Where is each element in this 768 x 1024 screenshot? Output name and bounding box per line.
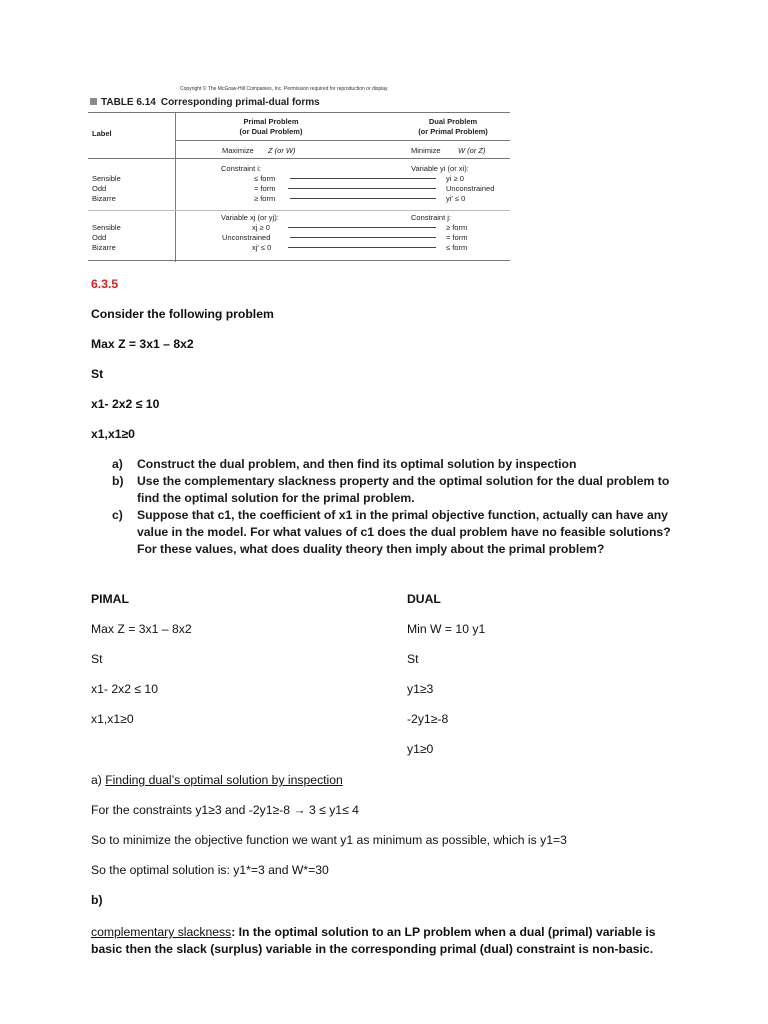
- part-b-marker: b): [91, 893, 103, 907]
- table-bottom-rule: [88, 260, 510, 261]
- question-b-text: Use the complementary slackness property and the optimal solution for the dual problem to find the optimal solution for the primal problem.: [137, 474, 670, 505]
- header-mid-rule: [175, 140, 510, 141]
- s1-arrow-line-3: [290, 198, 436, 199]
- s2-arrow-line-1: [288, 227, 436, 228]
- part-a-line1: For the constraints y1≥3 and -2y1≥-8 → 3 ≤ y1≤ 4: [91, 803, 359, 817]
- s2-dual-row3: ≤ form: [446, 243, 468, 252]
- problem-intro: Consider the following problem: [91, 307, 274, 321]
- part-a-line2: So to minimize the objective function we want y1 as minimum as possible, which is y1=3: [91, 833, 567, 847]
- question-b-marker: b): [112, 474, 124, 488]
- header-dual-line1: Dual Problem: [428, 117, 478, 126]
- header-primal-line1: Primal Problem: [243, 117, 299, 126]
- s2-primal-row1: xj ≥ 0: [252, 223, 270, 232]
- dual-line-nonneg: y1≥0: [407, 742, 434, 756]
- s2-label-sensible: Sensible: [92, 223, 121, 232]
- cs-line1: [91, 924, 656, 940]
- table-label-divider: [175, 112, 176, 262]
- primal-line-constraint: x1- 2x2 ≤ 10: [91, 682, 158, 696]
- dual-heading: DUAL: [407, 592, 441, 606]
- s1-dual-row1: yi ≥ 0: [446, 174, 464, 183]
- header-bottom-rule: [88, 158, 510, 159]
- s1-primal-row1: ≤ form: [254, 174, 276, 183]
- dual-line-constraint1: y1≥3: [407, 682, 434, 696]
- problem-st: St: [91, 367, 104, 381]
- primal-line-st: St: [91, 652, 103, 666]
- s1-arrow-line-1: [290, 178, 436, 179]
- copyright-notice: Copyright © The McGraw-Hill Companies, Inc. Permission required for reproduction or display.: [180, 86, 389, 92]
- part-a-heading: [91, 772, 343, 788]
- s1-dual-row3: yi′ ≤ 0: [446, 194, 466, 203]
- part-a-line3: So the optimal solution is: y1*=3 and W*=30: [91, 863, 329, 877]
- header-dual-line2: (or Primal Problem): [418, 127, 488, 136]
- s2-dual-head: Constraint j:: [411, 213, 452, 222]
- s1-dual-row2: Unconstrained: [446, 184, 495, 193]
- cs-line2: basic then the slack (surplus) variable in the corresponding primal (dual) constraint is non-basic.: [91, 942, 654, 956]
- question-b: [112, 473, 672, 507]
- header-label: Label: [92, 129, 112, 138]
- maximize-objective: Z (or W): [268, 146, 296, 155]
- question-a: [112, 456, 672, 473]
- cs-definition: : In the optimal solution to an LP problem when a dual (primal) variable is: [231, 925, 656, 939]
- dual-line-st: St: [407, 652, 419, 666]
- s1-arrow-line-2: [288, 188, 436, 189]
- s1-primal-row3: ≥ form: [254, 194, 276, 203]
- square-bullet-icon: [90, 98, 97, 105]
- s2-label-odd: Odd: [92, 233, 107, 242]
- s2-dual-row1: ≥ form: [446, 223, 468, 232]
- s2-arrow-line-3: [288, 247, 436, 248]
- question-a-marker: a): [112, 457, 123, 471]
- s1-primal-head: Constraint i:: [221, 164, 262, 173]
- section-divider: [88, 210, 510, 211]
- section-number: 6.3.5: [91, 277, 119, 291]
- problem-objective: Max Z = 3x1 – 8x2: [91, 337, 194, 351]
- s2-dual-row2: = form: [446, 233, 468, 242]
- s1-label-odd: Odd: [92, 184, 107, 193]
- s2-label-bizarre: Bizarre: [92, 243, 116, 252]
- question-a-text: Construct the dual problem, and then find its optimal solution by inspection: [137, 457, 577, 471]
- dual-line-constraint2: -2y1≥-8: [407, 712, 449, 726]
- table-number: TABLE 6.14: [101, 97, 156, 108]
- table-title: [90, 97, 320, 108]
- primal-heading: PIMAL: [91, 592, 129, 606]
- s2-primal-head: Variable xj (or yj):: [221, 213, 279, 222]
- problem-constraint: x1- 2x2 ≤ 10: [91, 397, 160, 411]
- s1-label-bizarre: Bizarre: [92, 194, 116, 203]
- s1-label-sensible: Sensible: [92, 174, 121, 183]
- s2-primal-row3: xj′ ≤ 0: [252, 243, 272, 252]
- primal-dual-table-figure: [88, 86, 510, 262]
- minimize-objective: W (or Z): [458, 146, 486, 155]
- s2-arrow-line-2: [290, 237, 436, 238]
- s1-dual-head: Variable yi (or xi):: [411, 164, 469, 173]
- header-primal-line2: (or Dual Problem): [239, 127, 303, 136]
- question-c-marker: c): [112, 508, 123, 522]
- primal-line-objective: Max Z = 3x1 – 8x2: [91, 622, 192, 636]
- maximize-label: Maximize: [222, 146, 254, 155]
- question-c-text: Suppose that c1, the coefficient of x1 in the primal objective function, actually can have any value in the model. For what values of c1 does the dual problem have no feasible solutions? For these values, what does duality theory then imply about the primal problem?: [137, 508, 671, 556]
- question-c: [112, 507, 672, 558]
- s1-primal-row2: = form: [254, 184, 276, 193]
- table-top-rule: [88, 112, 510, 113]
- s2-primal-row2: Unconstrained: [222, 233, 271, 242]
- table-caption: Corresponding primal-dual forms: [160, 97, 320, 108]
- primal-line-nonneg: x1,x1≥0: [91, 712, 134, 726]
- dual-line-objective: Min W = 10 y1: [407, 622, 486, 636]
- part-a-title: Finding dual’s optimal solution by inspection: [105, 773, 343, 787]
- cs-term: complementary slackness: [91, 925, 232, 939]
- part-a-marker: a): [91, 773, 106, 787]
- minimize-label: Minimize: [411, 146, 441, 155]
- problem-nonneg: x1,x1≥0: [91, 427, 135, 441]
